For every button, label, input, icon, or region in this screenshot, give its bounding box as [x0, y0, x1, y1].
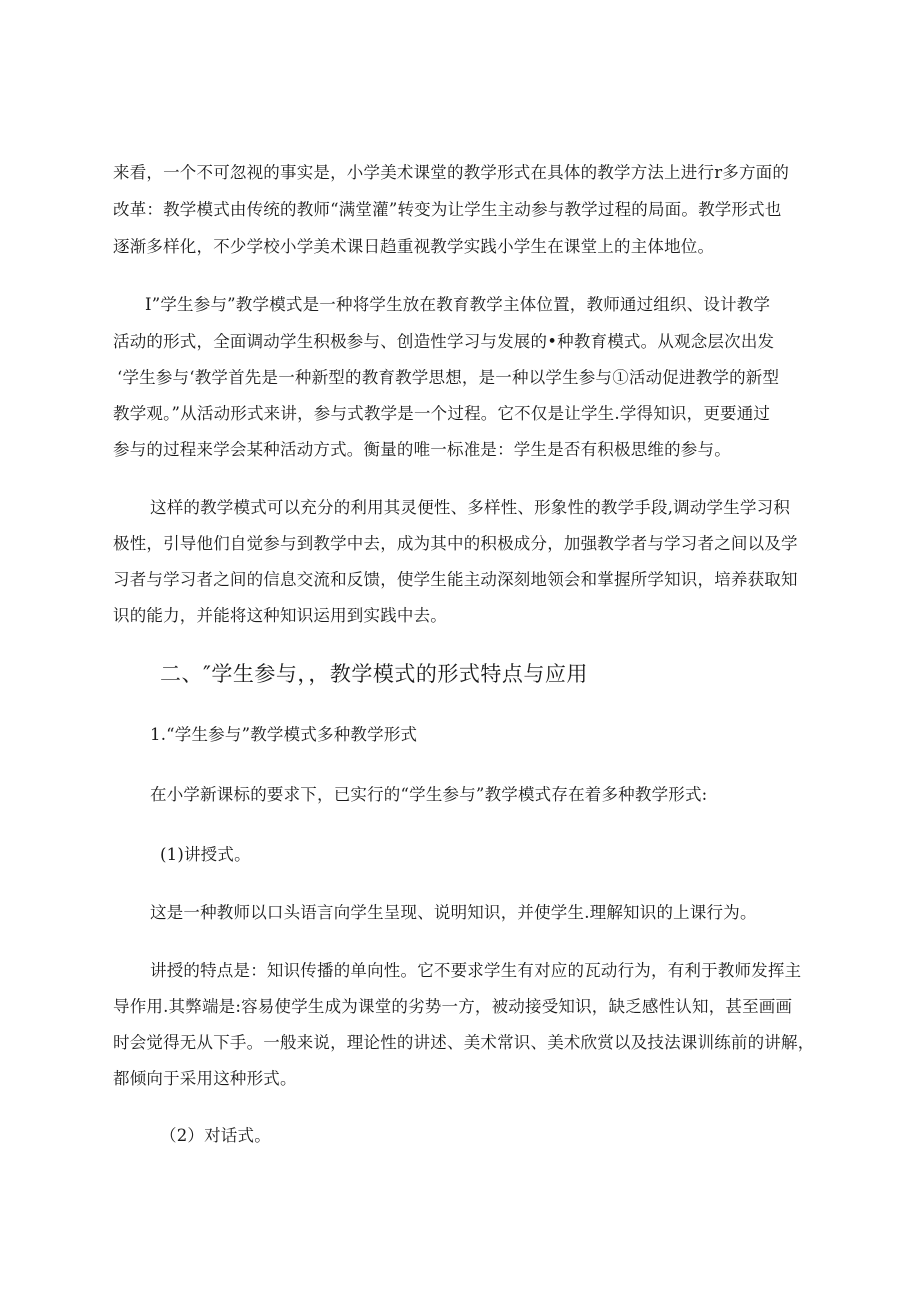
section-heading: 二、″学生参与，，教学模式的形式特点与应用	[160, 662, 588, 686]
paragraph-6-line-2: 导作用.其弊端是:容易使学生成为课堂的劣势一方，被动接受知识，缺乏感性认知，甚至画画	[113, 997, 793, 1016]
paragraph-4: 在小学新课标的要求下，已实行的“学生参与”教学模式存在着多种教学形式:	[150, 785, 708, 804]
paragraph-6-line-3: 时会觉得无从下手。一般来说，理论性的讲述、美术常识、美术欣赏以及技法课训练前的讲解，	[113, 1033, 815, 1052]
paragraph-1-line-3: 逐渐多样化，不少学校小学美术课日趋重视教学实践小学生在课堂上的主体地位。	[113, 237, 715, 256]
paragraph-2-line-3: ‘学生参与‘教学首先是一种新型的教育教学思想，是一种以学生参与①活动促进教学的新型	[117, 368, 780, 387]
subsection-title: 1.“学生参与”教学模式多种教学形式	[150, 725, 418, 744]
paragraph-2-line-5: 参与的过程来学会某种活动方式。衡量的唯一标准是：学生是否有积极思维的参与。	[113, 440, 731, 459]
paragraph-3-line-4: 识的能力，并能将这种知识运用到实践中去。	[113, 606, 447, 625]
paragraph-2-line-4: 教学观。”从活动形式来讲，参与式教学是一个过程。它不仅是让学生.学得知识，更要通过	[113, 404, 771, 423]
paragraph-3-line-3: 习者与学习者之间的信息交流和反馈，使学生能主动深刻地领会和掌握所学知识，培养获取知	[113, 570, 798, 589]
paragraph-6-line-1: 讲授的特点是：知识传播的单向性。它不要求学生有对应的瓦动行为，有利于教师发挥主	[150, 961, 802, 980]
paragraph-1-line-1: 来看，一个不可忽视的事实是，小学美术课堂的教学形式在具体的教学方法上进行r多方面的	[113, 163, 790, 182]
paragraph-2-line-2: 活动的形式，全面调动学生积极参与、创造性学习与发展的•种教育模式。从观念层次出发	[113, 332, 775, 351]
paragraph-2-line-1: I”学生参与”教学模式是一种将学生放在教育教学主体位置，教师通过组织、设计教学	[145, 295, 771, 314]
paragraph-1-line-2: 改革：教学模式由传统的教师“满堂灌”转变为让学生主动参与教学过程的局面。教学形式也	[113, 200, 782, 219]
list-item-2: （2）对话式。	[160, 1126, 271, 1145]
paragraph-3-line-2: 极性，引导他们自觉参与到教学中去，成为其中的积极成分，加强教学者与学习者之间以及学	[113, 534, 798, 553]
paragraph-6-line-4: 都倾向于采用这种形式。	[113, 1069, 297, 1088]
paragraph-5: 这是一种教师以口头语言向学生呈现、说明知识，并使学生.理解知识的上课行为。	[150, 903, 757, 922]
paragraph-3-line-1: 这样的教学模式可以充分的利用其灵便性、多样性、形象性的教学手段,调动学生学习积	[150, 498, 791, 517]
list-item-1: (1)讲授式。	[160, 845, 251, 864]
